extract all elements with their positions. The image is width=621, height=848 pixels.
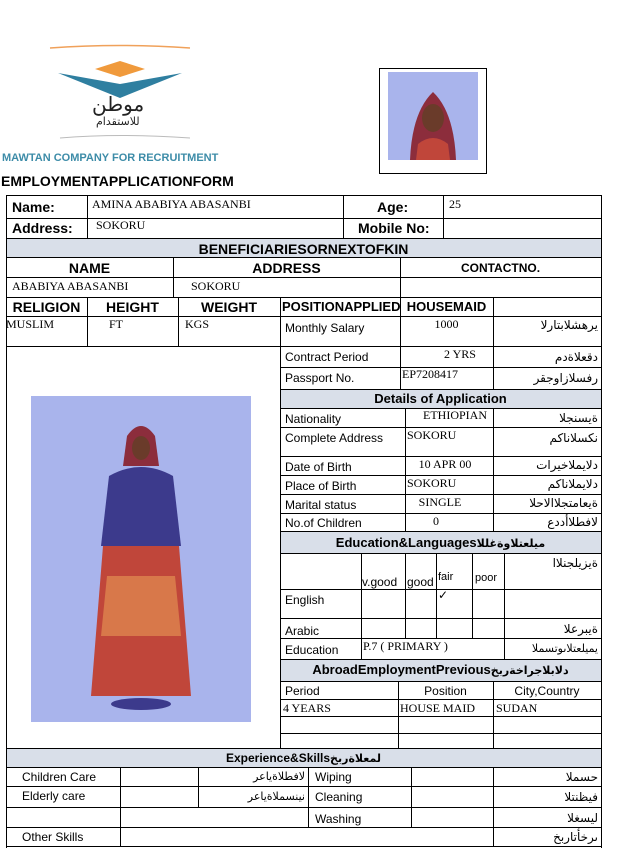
education-header-en: Education&Languages (335, 535, 477, 550)
religion-value: MUSLIM (6, 317, 55, 331)
religion-label: RELIGION (12, 299, 81, 315)
elderly-care-arabic: نينسملاةياعر (247, 790, 305, 803)
period-label: Contract Period (285, 350, 369, 364)
complete-address-arabic: نكسلاناكم (549, 431, 598, 445)
address-label: Address: (12, 220, 73, 236)
full-body-photo (31, 396, 251, 722)
company-name: MAWTAN COMPANY FOR RECRUITMENT (2, 152, 219, 164)
nationality-value: ETHIOPIAN (423, 408, 487, 422)
headshot-frame (379, 68, 487, 174)
passport-label: Passport No. (285, 371, 355, 385)
height-value: FT (109, 317, 124, 331)
skills-header-en: Experience&Skills (225, 751, 331, 765)
cleaning-label: Cleaning (315, 790, 363, 804)
position-label: POSITIONAPPLIED (282, 299, 401, 314)
washing-label: Washing (315, 812, 362, 826)
height-label: HEIGHT (106, 299, 159, 315)
marital-value: SINGLE (418, 495, 462, 509)
english-fair-check-icon: ✓ (438, 588, 449, 602)
education-label: Education (285, 643, 339, 657)
wiping-arabic: حسملا (565, 770, 598, 784)
abroad-city-col: City,Country (514, 684, 580, 698)
washing-arabic: ليسغلا (567, 811, 598, 825)
age-label: Age: (377, 199, 409, 215)
kin-address-col: ADDRESS (252, 260, 321, 276)
dob-label: Date of Birth (285, 460, 352, 474)
company-logo (40, 40, 200, 140)
period-value: 2 YRS (444, 347, 476, 361)
headshot-photo (388, 72, 478, 160)
kin-name-col: NAME (68, 260, 111, 276)
cleaning-arabic: فيظنتلا (564, 790, 598, 804)
abroad-position: HOUSE MAID (400, 701, 475, 715)
skills-header-ar: لمعلاةربخ (330, 752, 381, 765)
children-value: 0 (433, 514, 439, 528)
english-arabic: ةيزيلجنلاا (552, 556, 598, 570)
mobile-label: Mobile No: (358, 220, 430, 236)
name-label: Name: (12, 199, 55, 215)
form-title: EMPLOYMENTAPPLICATIONFORM (1, 173, 234, 189)
logo-arabic-subtext: للاستقدام (96, 115, 140, 128)
nationality-arabic: ةيسنجلا (559, 411, 598, 425)
wiping-label: Wiping (315, 770, 352, 784)
skills-header (6, 752, 601, 764)
application-header: Details of Application (374, 391, 507, 406)
complete-address-label: Complete Address (285, 431, 384, 445)
abroad-header-ar: دلابلاجراخةربخ (490, 664, 569, 677)
weight-value: KGS (185, 317, 210, 331)
salary-label: Monthly Salary (285, 321, 365, 335)
kin-name: ABABIYA ABASANBI (12, 279, 129, 293)
other-skills-label: Other Skills (22, 830, 84, 844)
education-header (280, 536, 601, 549)
children-care-arabic: لافطلاةياعر (253, 770, 305, 783)
level-vgood: v.good (362, 575, 398, 589)
abroad-header (280, 663, 601, 676)
elderly-care-label: Elderly care (22, 789, 86, 803)
position-value: HOUSEMAID (406, 299, 487, 314)
logo-arabic-text: موطن (92, 92, 145, 116)
children-label: No.of Children (285, 516, 362, 530)
pob-arabic: دلايملاناكم (547, 477, 598, 491)
period-arabic: دقعلاةدم (554, 350, 598, 364)
complete-address-value: SOKORU (407, 428, 457, 442)
pob-label: Place of Birth (285, 479, 357, 493)
salary-arabic: يرهشلابتارلا (540, 318, 598, 332)
other-skills-arabic: ىرخأتاربخ (553, 830, 598, 844)
kin-contact-col: CONTACTNO. (460, 261, 541, 275)
marital-label: Marital status (285, 498, 357, 512)
passport-arabic: رفسلازاوجقر (533, 371, 598, 385)
abroad-header-en: AbroadEmploymentPrevious (312, 662, 491, 677)
children-care-label: Children Care (22, 770, 97, 784)
marital-arabic: ةيعامتجلاالاحلا (529, 496, 598, 510)
applicant-name: AMINA ABABIYA ABASANBI (92, 197, 251, 211)
abroad-city: SUDAN (496, 701, 538, 715)
pob-value: SOKORU (407, 476, 457, 490)
children-arabic: لافطلاأددع (547, 515, 598, 529)
dob-arabic: دلايملاخيرات (536, 458, 598, 472)
dob-value: 10 APR 00 (418, 457, 472, 471)
weight-label: WEIGHT (201, 299, 257, 315)
applicant-age: 25 (449, 197, 461, 211)
arabic-arabic: ةيبرعلا (563, 622, 598, 636)
nationality-label: Nationality (285, 412, 342, 426)
abroad-period: 4 YEARS (283, 701, 331, 715)
arabic-label: Arabic (285, 624, 320, 638)
abroad-position-col: Position (424, 684, 467, 698)
english-label: English (285, 593, 325, 607)
kin-header: BENEFICIARIESORNEXTOFKIN (198, 241, 409, 257)
level-poor: poor (475, 572, 498, 584)
applicant-address: SOKORU (96, 218, 146, 232)
education-arabic: يميلعتلاىوتسملا (531, 642, 598, 655)
education-header-ar: ميلعتلاوةغللا (476, 537, 546, 550)
abroad-period-col: Period (285, 684, 320, 698)
education-value: P.7 ( PRIMARY ) (363, 639, 448, 653)
level-fair: fair (438, 571, 454, 583)
passport-value: EP7208417 (402, 367, 459, 381)
salary-value: 1000 (434, 317, 459, 331)
kin-address: SOKORU (191, 279, 241, 293)
level-good: good (407, 575, 434, 589)
